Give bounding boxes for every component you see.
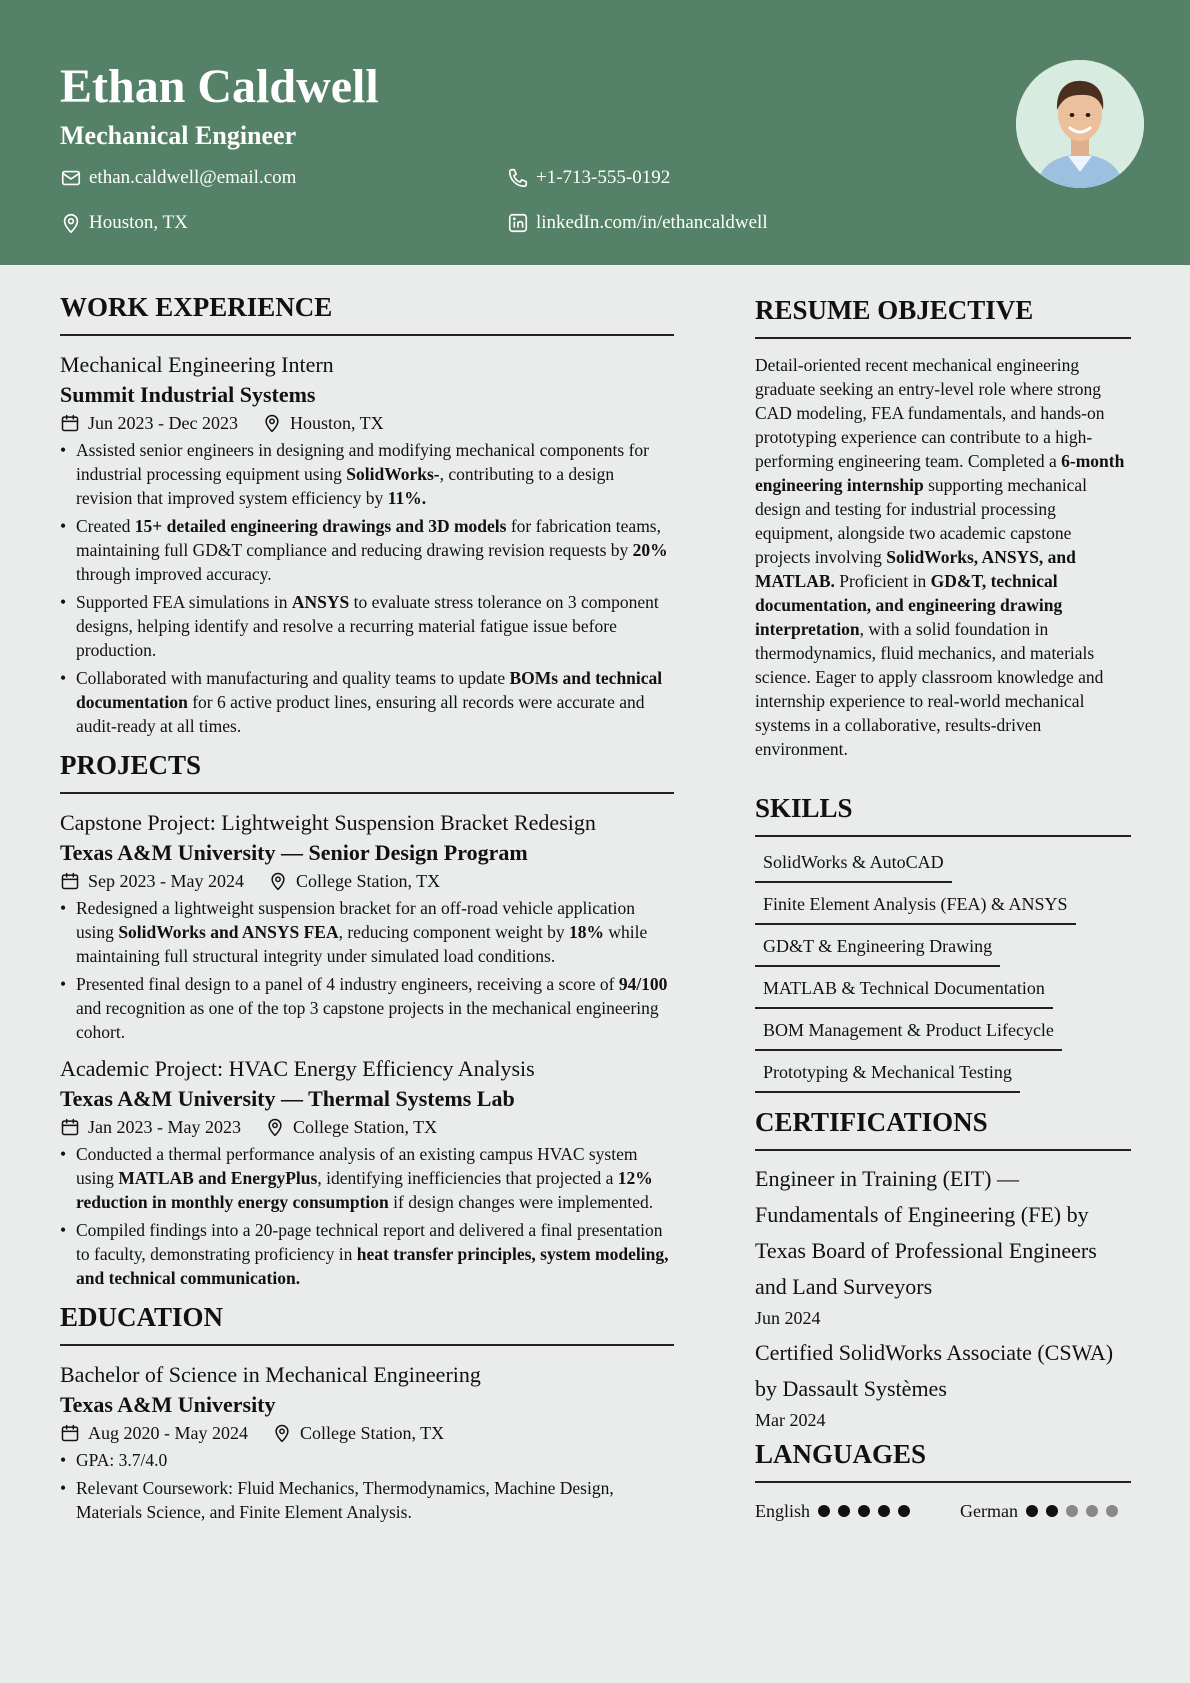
mail-icon <box>60 167 82 189</box>
project-entry <box>60 808 674 1044</box>
bold-text: 15+ detailed engineering drawings and 3D models <box>134 516 507 536</box>
bold-text: SolidWorks and ANSYS FEA <box>118 922 339 942</box>
calendar-icon <box>60 871 88 891</box>
language-german <box>960 1499 1126 1523</box>
map-pin-icon <box>272 1423 300 1443</box>
header <box>0 0 1190 265</box>
entry-title: Mechanical Engineering Intern <box>60 352 334 377</box>
skill-item: GD&T & Engineering Drawing <box>755 927 1000 967</box>
proficiency-dot <box>1066 1505 1078 1517</box>
text-run: and recognition as one of the top 3 capstone projects in the mechanical engineering cohort. <box>76 998 659 1042</box>
bullet-list <box>60 896 674 1044</box>
bullet-item <box>60 514 674 586</box>
text-run: for fabrication teams, maintaining full GD&T compliance and reducing drawing revision requests by <box>76 516 661 560</box>
school: Texas A&M University <box>60 1392 276 1417</box>
text-run: Collaborated with manufacturing and quality teams to update <box>76 668 510 688</box>
entry-dates: Sep 2023 - May 2024 <box>88 871 244 891</box>
work-experience-section <box>60 290 674 738</box>
proficiency-dot <box>858 1505 870 1517</box>
section-title: LANGUAGES <box>755 1437 1131 1483</box>
entry-title: Academic Project: HVAC Energy Efficiency Analysis <box>60 1056 535 1081</box>
bold-text: 11%. <box>387 488 427 508</box>
entry-meta <box>60 1114 674 1140</box>
bold-text: SolidWorks- <box>346 464 440 484</box>
degree: Bachelor of Science in Mechanical Engineering <box>60 1362 481 1387</box>
skill-item: Finite Element Analysis (FEA) & ANSYS <box>755 885 1076 925</box>
skill-item: MATLAB & Technical Documentation <box>755 969 1053 1009</box>
proficiency-dot <box>1086 1505 1098 1517</box>
education-bullets <box>60 1448 674 1524</box>
text-run: Relevant Coursework: Fluid Mechanics, Thermodynamics, Machine Design, Materials Science, and Finite Element Analysis. <box>76 1478 614 1522</box>
job-entry <box>60 350 674 738</box>
bold-text: 20% <box>632 540 668 560</box>
skill-row <box>755 843 1131 883</box>
text-run: Conducted a thermal performance analysis of an existing campus HVAC system using <box>76 1144 638 1188</box>
text-run: Compiled findings into a 20-page technical report and delivered a final presentation to faculty, demonstrating proficiency in <box>76 1220 663 1264</box>
text-run: Created <box>76 516 135 536</box>
map-pin-icon <box>268 871 296 891</box>
section-title: CERTIFICATIONS <box>755 1105 1131 1151</box>
bold-text: heat transfer principles, system modeling, and technical communication. <box>76 1244 669 1288</box>
candidate-role: Mechanical Engineer <box>60 121 297 150</box>
language-name: English <box>755 1501 811 1521</box>
text-run: , contributing to a design revision that improved system efficiency by <box>76 464 615 508</box>
bold-text: 18% <box>568 922 604 942</box>
certification-name: Certified SolidWorks Associate (CSWA) by Dassault Systèmes <box>755 1340 1114 1401</box>
map-pin-icon <box>60 212 82 234</box>
entry-organization: Texas A&M University — Thermal Systems Lab <box>60 1086 515 1111</box>
bold-text: 6-month engineering internship <box>755 451 1125 495</box>
skill-row <box>755 969 1131 1009</box>
linkedin-text: linkedIn.com/in/ethancaldwell <box>536 212 768 233</box>
certification-name: Engineer in Training (EIT) — Fundamentals of Engineering (FE) by Texas Board of Professional Engineers and Land Surveyors <box>755 1166 1097 1299</box>
entry-title: Capstone Project: Lightweight Suspension Bracket Redesign <box>60 810 596 835</box>
entry-location: College Station, TX <box>296 871 441 891</box>
education-section <box>60 1300 674 1524</box>
skill-row <box>755 1053 1131 1093</box>
projects-section <box>60 748 674 1290</box>
text-run: Proficient in <box>834 571 931 591</box>
bullet-item <box>60 972 674 1044</box>
language-english <box>755 1499 918 1523</box>
text-run: , identifying inefficiencies that projected a <box>317 1168 618 1188</box>
linkedin-icon <box>507 212 529 234</box>
text-run: Redesigned a lightweight suspension bracket for an off-road vehicle application using <box>76 898 636 942</box>
email-contact[interactable] <box>60 166 296 190</box>
objective-section <box>755 293 1131 761</box>
skill-item: SolidWorks & AutoCAD <box>755 843 952 883</box>
text-run: Detail-oriented recent mechanical engineering graduate seeking an entry-level role where strong CAD modeling, FEA fundamentals, and hands-on prototyping experience can contribute to a high-performing engineering team. Completed a <box>755 355 1105 471</box>
bold-text: BOMs and technical documentation <box>76 668 663 712</box>
entry-location: College Station, TX <box>292 1117 438 1137</box>
calendar-icon <box>60 1423 88 1443</box>
text-run: supporting mechanical design and testing for industrial processing equipment, alongside two academic capstone projects involving <box>755 475 1087 567</box>
bullet-item <box>60 438 674 510</box>
section-title: PROJECTS <box>60 748 674 794</box>
entry-meta <box>60 868 674 894</box>
entry-organization: Summit Industrial Systems <box>60 382 316 407</box>
text-run: through improved accuracy. <box>76 564 272 584</box>
bold-text: SolidWorks, ANSYS, and MATLAB. <box>755 547 1076 591</box>
skill-row <box>755 1011 1131 1051</box>
text-run: to evaluate stress tolerance on 3 component designs, helping identify and resolve a recurring material fatigue issue before production. <box>76 592 659 660</box>
bold-text: GD&T, technical documentation, and engineering drawing interpretation <box>755 571 1063 639</box>
linkedin-contact[interactable] <box>507 211 768 235</box>
entry-location: Houston, TX <box>289 413 384 433</box>
bold-text: MATLAB and EnergyPlus <box>118 1168 318 1188</box>
language-name: German <box>960 1501 1018 1521</box>
bullet-item <box>60 1476 674 1524</box>
entry-dates: Jun 2023 - Dec 2023 <box>88 413 238 433</box>
bullet-item <box>60 896 674 968</box>
section-title: WORK EXPERIENCE <box>60 290 674 336</box>
proficiency-dot <box>1026 1505 1038 1517</box>
project-entry <box>60 1054 674 1290</box>
certification-date: Mar 2024 <box>755 1410 826 1430</box>
education-meta <box>60 1420 674 1446</box>
location-contact <box>60 211 188 235</box>
bold-text: ANSYS <box>291 592 350 612</box>
proficiency-dot <box>818 1505 830 1517</box>
proficiency-dots <box>1026 1505 1126 1517</box>
left-column <box>60 290 674 1528</box>
candidate-name: Ethan Caldwell <box>60 60 379 113</box>
bold-text: 12% reduction in monthly energy consumption <box>76 1168 653 1212</box>
languages-section <box>755 1437 1131 1523</box>
phone-icon <box>507 167 529 189</box>
skill-item: BOM Management & Product Lifecycle <box>755 1011 1062 1051</box>
text-run: GPA: 3.7/4.0 <box>76 1450 168 1470</box>
phone-contact[interactable] <box>507 166 670 190</box>
bullet-item <box>60 1218 674 1290</box>
entry-organization: Texas A&M University — Senior Design Program <box>60 840 528 865</box>
education-dates: Aug 2020 - May 2024 <box>88 1423 248 1443</box>
proficiency-dot <box>1106 1505 1118 1517</box>
education-location: College Station, TX <box>300 1423 445 1443</box>
certifications-section <box>755 1105 1131 1433</box>
skill-row <box>755 927 1131 967</box>
text-run: Supported FEA simulations in <box>76 592 292 612</box>
text-run: , reducing component weight by <box>338 922 569 942</box>
section-title: EDUCATION <box>60 1300 674 1346</box>
certification-date: Jun 2024 <box>755 1308 821 1328</box>
calendar-icon <box>60 1117 88 1137</box>
entry-meta <box>60 410 674 436</box>
location-text: Houston, TX <box>89 212 188 233</box>
map-pin-icon <box>265 1117 293 1137</box>
bullet-list <box>60 1142 674 1290</box>
bullet-item <box>60 590 674 662</box>
bullet-item <box>60 1448 674 1472</box>
bold-text: 94/100 <box>618 974 668 994</box>
proficiency-dot <box>838 1505 850 1517</box>
avatar <box>1016 60 1144 188</box>
text-run: for 6 active product lines, ensuring all records were accurate and audit-ready at all times. <box>76 692 645 736</box>
objective-text <box>755 353 1131 761</box>
skill-row <box>755 885 1131 925</box>
bullet-item <box>60 1142 674 1214</box>
proficiency-dot <box>878 1505 890 1517</box>
bullet-item <box>60 666 674 738</box>
section-title: RESUME OBJECTIVE <box>755 293 1131 339</box>
text-run: while maintaining full structural integrity under simulated load conditions. <box>76 922 648 966</box>
text-run: , with a solid foundation in thermodynamics, fluid mechanics, and materials science. Eager to apply classroom knowledge and internship experience to real-world mechanical systems in a collaborative, results-driven environment. <box>755 619 1104 759</box>
text-run: Presented final design to a panel of 4 industry engineers, receiving a score of <box>76 974 619 994</box>
skill-item: Prototyping & Mechanical Testing <box>755 1053 1020 1093</box>
skills-section <box>755 791 1131 1093</box>
calendar-icon <box>60 413 88 433</box>
proficiency-dot <box>1046 1505 1058 1517</box>
phone-text: +1-713-555-0192 <box>536 167 671 188</box>
section-title: SKILLS <box>755 791 1131 837</box>
proficiency-dots <box>818 1505 918 1517</box>
text-run: Assisted senior engineers in designing and modifying mechanical components for industrial processing equipment using <box>76 440 649 484</box>
entry-dates: Jan 2023 - May 2023 <box>88 1117 241 1137</box>
map-pin-icon <box>262 413 290 433</box>
text-run: if design changes were implemented. <box>388 1192 654 1212</box>
bullet-list <box>60 438 674 738</box>
email-text: ethan.caldwell@email.com <box>89 167 297 188</box>
proficiency-dot <box>898 1505 910 1517</box>
right-column <box>755 290 1131 1523</box>
